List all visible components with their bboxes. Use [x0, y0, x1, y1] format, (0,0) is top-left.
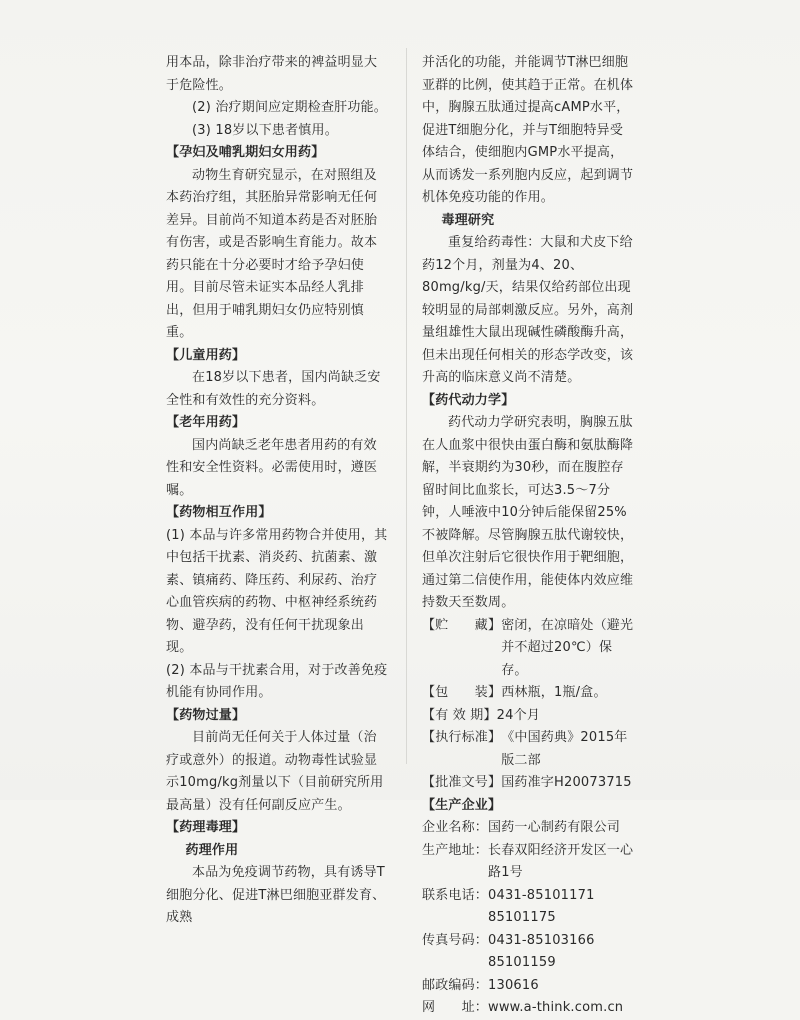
info-row: [422, 930, 636, 975]
section-heading: 【药理毒理】: [166, 820, 246, 835]
info-row: [422, 997, 636, 1020]
left-column: [166, 52, 388, 930]
paragraph: 国内尚缺乏老年患者用药的有效性和安全性资料。必需使用时，遵医嘱。: [166, 437, 378, 498]
info-row: [422, 817, 636, 840]
paragraph: 用本品，除非治疗带来的裨益明显大于危险性。: [166, 55, 378, 93]
list-item: (3) 18岁以下患者慎用。: [192, 122, 338, 138]
info-value: 西林瓶，1瓶/盒。: [501, 685, 607, 700]
info-row: [422, 840, 636, 885]
section-heading: 【药代动力学】: [422, 392, 515, 408]
info-label: 生产地址：: [422, 842, 489, 858]
right-column: [422, 52, 636, 1020]
list-item: (2) 治疗期间应定期检查肝功能。: [192, 100, 387, 115]
paragraph: 动物生育研究显示，在对照组及本药治疗组，其胚胎异常影响无任何差异。目前尚不知道本药是否对胚胎有伤害，或是否影响生育能力。故本药只能在十分必要时才给予孕妇使用。目前尽管未证实本品经人乳排出，但用于哺乳期妇女仍应特别慎重。: [166, 167, 378, 340]
paragraph: 并活化的功能，并能调节T淋巴细胞亚群的比例，使其趋于正常。在机体中，胸腺五肽通过提高cAMP水平，促进T细胞分化，并与T细胞特异受体结合，使细胞内GMP水平提高，从而诱发一系列胞内反应，起到调节机体免疫功能的作用。: [422, 55, 634, 205]
paragraph: 目前尚无任何关于人体过量（治疗或意外）的报道。动物毒性试验显示10mg/kg剂量以下（目前研究所用最高量）没有任何副反应产生。: [166, 730, 384, 813]
paragraph: (2) 本品与干扰素合用，对于改善免疫机能有协同作用。: [166, 662, 388, 700]
info-row: [422, 682, 636, 705]
paragraph: (1) 本品与许多常用药物合并使用，其中包括干扰素、消炎药、抗菌素、激素、镇痛药、降压药、利尿药、治疗心血管疾病的药物、中枢神经系统药物、避孕药，没有任何干扰现象出现。: [166, 527, 388, 655]
paragraph: 药代动力学研究表明，胸腺五肽在人血浆中很快由蛋白酶和氨肽酶降解，半衰期约为30秒，而在腹腔存留时间比血浆长，可达3.5～7分钟，人唾液中10分钟后能保留25%不被降解。尽管胸腺五肽代谢较快，但单次注射后它很快作用于靶细胞，通过第二信使作用，能使体内效应维持数天至数周。: [422, 415, 634, 610]
info-value: 国药一心制药有限公司: [488, 820, 621, 835]
info-row: [422, 975, 636, 998]
info-value: 国药准字H20073715: [501, 775, 632, 790]
section-heading: 【老年用药】: [166, 415, 246, 430]
section-heading: 【儿童用药】: [166, 347, 246, 363]
info-value: 130616: [488, 977, 539, 993]
info-value: www.a-think.com.cn: [488, 1000, 624, 1015]
info-value: 《中国药典》2015年版二部: [501, 730, 628, 768]
section-heading: 【孕妇及哺乳期妇女用药】: [166, 145, 325, 160]
info-value: 密闭，在凉暗处（避光并不超过20℃）保存。: [501, 617, 634, 678]
info-label: 传真号码：: [422, 932, 489, 948]
info-row: [422, 615, 636, 683]
info-row: [422, 885, 636, 930]
info-value: 24个月: [496, 707, 541, 723]
info-label: 【有 效 期】: [422, 707, 497, 723]
info-label: 网 址：: [422, 1000, 489, 1015]
info-label: 【包 装】: [422, 685, 502, 700]
info-label: 【执行标准】: [422, 730, 502, 745]
sub-heading: 药理作用: [185, 842, 239, 858]
section-heading: 【药物相互作用】: [166, 505, 272, 520]
info-label: 【贮 藏】: [422, 617, 502, 633]
info-row: [422, 727, 636, 772]
info-row: [422, 705, 636, 728]
info-value: 长春双阳经济开发区一心路1号: [488, 842, 634, 880]
column-divider: [406, 48, 407, 764]
info-label: 【批准文号】: [422, 775, 502, 790]
info-row: [422, 772, 636, 795]
info-label: 邮政编码：: [422, 977, 489, 993]
info-label: 联系电话：: [422, 887, 489, 903]
section-heading: 【药物过量】: [166, 707, 246, 723]
info-value: 0431-85103166 85101159: [488, 932, 608, 970]
paragraph: 在18岁以下患者，国内尚缺乏安全性和有效性的充分资料。: [166, 370, 381, 408]
info-value: 0431-85101171 85101175: [488, 887, 608, 925]
paragraph: 本品为免疫调节药物，具有诱导T细胞分化、促进T淋巴细胞亚群发育、成熟: [166, 865, 386, 925]
section-heading: 【生产企业】: [422, 797, 502, 813]
paragraph: 重复给药毒性：大鼠和犬皮下给药12个月，剂量为4、20、80mg/kg/天，结果仅给药部位出现较明显的局部刺激反应。另外，高剂量组雄性大鼠出现碱性磷酸酶升高，但未出现任何相关的形态学改变，该升高的临床意义尚不清楚。: [422, 235, 634, 385]
sub-heading: 毒理研究: [441, 212, 495, 228]
info-label: 企业名称：: [422, 820, 489, 835]
